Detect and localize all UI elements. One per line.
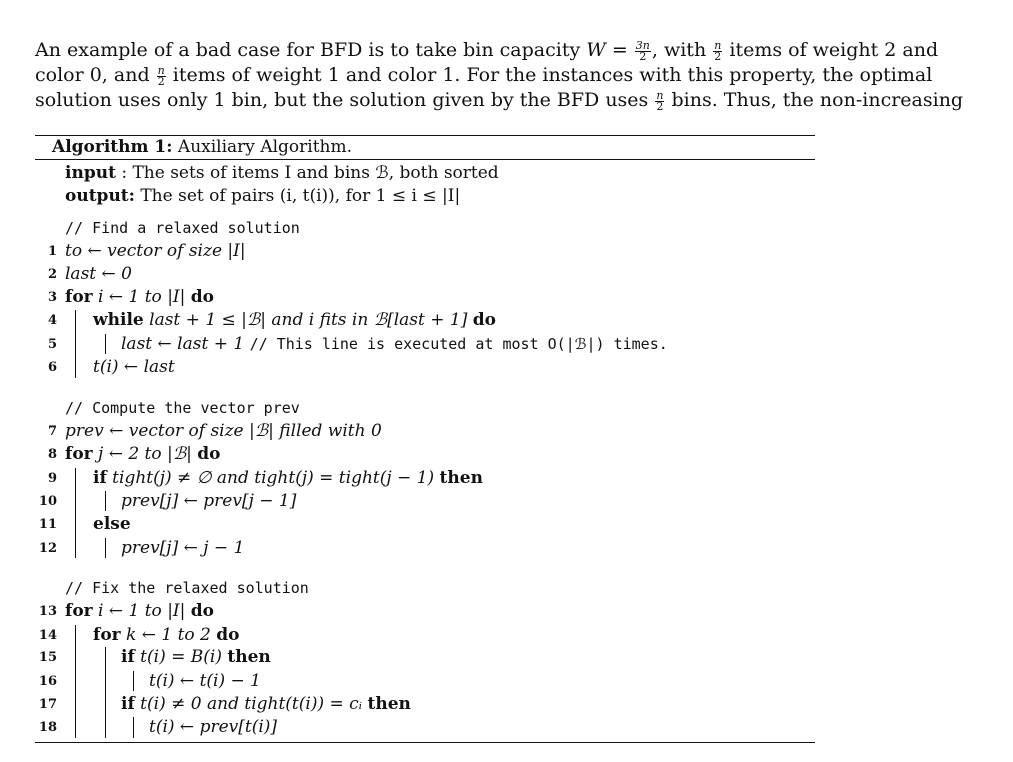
block-bar-while-4: [105, 334, 106, 354]
line-number: 12: [38, 541, 57, 556]
code-line-10: [121, 491, 296, 511]
line-number: 10: [38, 494, 57, 509]
statement: last + 1 ≤ |ℬ| and i fits in ℬ[last + 1]: [143, 310, 473, 330]
text-segment: solution uses only 1 bin, but the solution given by the BFD uses: [35, 89, 655, 111]
block-bar-if-9: [105, 491, 106, 511]
keyword: then: [367, 694, 411, 714]
line-number: 9: [47, 471, 57, 486]
code-line-12: [121, 538, 244, 558]
keyword: for: [65, 601, 93, 621]
text-segment: , with: [651, 39, 713, 61]
keyword: do: [197, 444, 221, 464]
line-number: 17: [38, 697, 57, 712]
line-number: 13: [38, 604, 57, 619]
statement: prev ← vector of size |ℬ| filled with 0: [65, 421, 382, 441]
statement: last ← 0: [65, 264, 132, 284]
code-line-8: [65, 444, 220, 464]
inline-comment: // This line is executed at most O(|ℬ|) times.: [249, 335, 668, 353]
block-bar-for-13: [75, 625, 76, 738]
line-number: 4: [47, 313, 57, 328]
paragraph-line-2: [35, 63, 932, 87]
statement: last ← last + 1: [121, 334, 250, 354]
block-bar-for-3: [75, 310, 76, 378]
code-line-1: [65, 241, 246, 261]
line-number: 2: [47, 267, 57, 282]
statement: prev[j] ← j − 1: [121, 538, 245, 558]
code-line-18: [149, 717, 277, 737]
line-number: 8: [47, 447, 57, 462]
statement: t(i) ← prev[t(i)]: [149, 717, 278, 737]
keyword: if: [121, 694, 135, 714]
algorithm-output: output: The set of pairs (i, t(i)), for 1 ≤ i ≤ |I|: [65, 186, 461, 206]
keyword: else: [93, 514, 131, 534]
statement: i ← 1 to |I|: [92, 601, 191, 621]
block-bar-if-15: [133, 671, 134, 691]
keyword: do: [472, 310, 496, 330]
keyword: if: [121, 647, 135, 667]
algorithm-bottom-rule: [35, 742, 815, 743]
block-bar-for-8: [75, 468, 76, 558]
code-line-16: [149, 671, 261, 691]
code-line-5: [121, 334, 668, 354]
code-line-4: [93, 310, 496, 330]
text-segment: bins. Thus, the non-increasing: [665, 89, 964, 111]
statement: j ← 2 to |ℬ|: [92, 444, 198, 464]
algorithm-top-rule: [35, 135, 815, 136]
code-line-7: [65, 421, 382, 441]
line-number: 14: [38, 628, 57, 643]
statement: prev[j] ← prev[j − 1]: [121, 491, 297, 511]
statement: k ← 1 to 2: [120, 625, 217, 645]
fraction-n-over-2: $\frac{n}{2}$: [714, 38, 722, 63]
line-number: 16: [38, 674, 57, 689]
block-bar-if-17: [133, 717, 134, 738]
code-line-9: [93, 468, 483, 488]
keyword: for: [93, 625, 121, 645]
text-segment: items of weight 2 and: [723, 39, 939, 61]
text-segment: items of weight 1 and color 1. For the instances with this property, the optimal: [166, 64, 933, 86]
code-line-15: [121, 647, 271, 667]
algorithm-title-rule: [35, 159, 815, 160]
comment-compute-prev: // Compute the vector prev: [65, 399, 300, 417]
block-bar-else-11: [105, 538, 106, 558]
fraction-3n-over-2: $\frac{3n}{2}$: [635, 38, 650, 63]
line-number: 6: [47, 360, 57, 375]
paragraph-line-3: [35, 88, 963, 112]
statement: t(i) ← last: [93, 357, 175, 377]
code-line-13: [65, 601, 214, 621]
fraction-n-over-2: $\frac{n}{2}$: [656, 88, 664, 113]
statement: to ← vector of size |I|: [65, 241, 246, 261]
text-segment: An example of a bad case for BFD is to take bin capacity: [35, 39, 587, 61]
code-line-6: [93, 357, 175, 377]
code-line-3: [65, 287, 214, 307]
algorithm-input: input : The sets of items I and bins ℬ, both sorted: [65, 163, 499, 183]
statement: i ← 1 to |I|: [92, 287, 191, 307]
block-bar-for-14: [105, 647, 106, 738]
line-number: 18: [38, 720, 57, 735]
keyword: then: [227, 647, 271, 667]
keyword: do: [190, 601, 215, 621]
keyword: if: [93, 468, 107, 488]
keyword: then: [439, 468, 483, 488]
line-number: 1: [47, 244, 57, 259]
code-line-17: [121, 694, 411, 714]
line-number: 5: [47, 337, 57, 352]
line-number: 15: [38, 650, 57, 665]
keyword: for: [65, 444, 93, 464]
comment-find-relaxed: // Find a relaxed solution: [65, 219, 300, 237]
keyword: do: [190, 287, 215, 307]
code-line-11: [93, 514, 131, 534]
line-number: 3: [47, 290, 57, 305]
line-number: 7: [47, 424, 57, 439]
fraction-n-over-2: $\frac{n}{2}$: [157, 63, 165, 88]
algorithm-title: Algorithm 1: Auxiliary Algorithm.: [52, 137, 353, 157]
code-line-2: [65, 264, 132, 284]
keyword: while: [93, 310, 144, 330]
comment-fix-relaxed: // Fix the relaxed solution: [65, 579, 309, 597]
statement: t(i) ← t(i) − 1: [149, 671, 261, 691]
code-line-14: [93, 625, 240, 645]
keyword: do: [216, 625, 240, 645]
text-segment: color 0, and: [35, 64, 156, 86]
statement: t(i) = B(i): [134, 647, 228, 667]
line-number: 11: [38, 517, 57, 532]
paragraph-line-1: [35, 38, 938, 62]
statement: t(i) ≠ 0 and tight(t(i)) = cᵢ: [134, 694, 368, 714]
math-w: W =: [586, 39, 634, 61]
statement: tight(j) ≠ ∅ and tight(j) = tight(j − 1): [106, 468, 440, 488]
keyword: for: [65, 287, 93, 307]
